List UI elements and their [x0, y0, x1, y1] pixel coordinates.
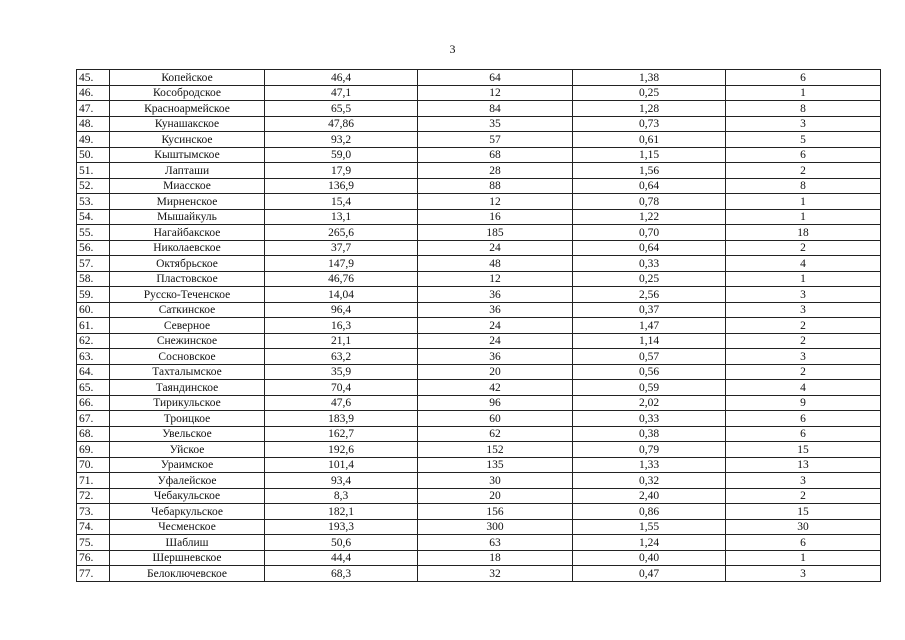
- row-number-cell: 50.: [77, 147, 110, 163]
- district-name-cell: Сосновское: [110, 349, 265, 365]
- value-1-cell: 93,2: [265, 132, 418, 148]
- value-3-cell: 0,56: [573, 364, 726, 380]
- row-number-cell: 75.: [77, 535, 110, 551]
- value-2-cell: 20: [418, 488, 573, 504]
- row-number-cell: 66.: [77, 395, 110, 411]
- row-number-cell: 54.: [77, 209, 110, 225]
- row-number-cell: 63.: [77, 349, 110, 365]
- table-row: [77, 426, 881, 442]
- district-name-cell: Красноармейское: [110, 101, 265, 117]
- value-4-cell: 18: [726, 225, 881, 241]
- district-name-cell: Чесменское: [110, 519, 265, 535]
- value-4-cell: 6: [726, 70, 881, 86]
- table-row: [77, 442, 881, 458]
- table-row: [77, 240, 881, 256]
- value-1-cell: 47,1: [265, 85, 418, 101]
- value-4-cell: 3: [726, 473, 881, 489]
- page-number: 3: [449, 42, 456, 56]
- row-number-cell: 61.: [77, 318, 110, 334]
- district-name-cell: Тирикульское: [110, 395, 265, 411]
- value-1-cell: 17,9: [265, 163, 418, 179]
- table-row: [77, 318, 881, 334]
- value-2-cell: 36: [418, 287, 573, 303]
- value-4-cell: 1: [726, 85, 881, 101]
- row-number-cell: 77.: [77, 566, 110, 582]
- row-number-cell: 60.: [77, 302, 110, 318]
- value-3-cell: 0,73: [573, 116, 726, 132]
- value-2-cell: 88: [418, 178, 573, 194]
- value-3-cell: 2,02: [573, 395, 726, 411]
- value-4-cell: 30: [726, 519, 881, 535]
- value-3-cell: 1,56: [573, 163, 726, 179]
- row-number-cell: 46.: [77, 85, 110, 101]
- row-number-cell: 56.: [77, 240, 110, 256]
- value-1-cell: 15,4: [265, 194, 418, 210]
- district-name-cell: Кунашакское: [110, 116, 265, 132]
- value-1-cell: 44,4: [265, 550, 418, 566]
- table-row: [77, 256, 881, 272]
- value-3-cell: 1,28: [573, 101, 726, 117]
- value-3-cell: 0,40: [573, 550, 726, 566]
- value-2-cell: 16: [418, 209, 573, 225]
- row-number-cell: 55.: [77, 225, 110, 241]
- value-1-cell: 14,04: [265, 287, 418, 303]
- row-number-cell: 57.: [77, 256, 110, 272]
- district-name-cell: Уйское: [110, 442, 265, 458]
- district-name-cell: Троицкое: [110, 411, 265, 427]
- value-2-cell: 185: [418, 225, 573, 241]
- value-3-cell: 0,57: [573, 349, 726, 365]
- table-row: [77, 566, 881, 582]
- table-row: [77, 271, 881, 287]
- value-4-cell: 8: [726, 101, 881, 117]
- district-name-cell: Снежинское: [110, 333, 265, 349]
- value-1-cell: 21,1: [265, 333, 418, 349]
- table-row: [77, 535, 881, 551]
- value-4-cell: 2: [726, 240, 881, 256]
- value-2-cell: 20: [418, 364, 573, 380]
- district-name-cell: Увельское: [110, 426, 265, 442]
- value-4-cell: 8: [726, 178, 881, 194]
- value-1-cell: 96,4: [265, 302, 418, 318]
- value-2-cell: 96: [418, 395, 573, 411]
- value-4-cell: 2: [726, 364, 881, 380]
- value-3-cell: 0,59: [573, 380, 726, 396]
- table-row: [77, 178, 881, 194]
- table-row: [77, 225, 881, 241]
- table-body: [77, 70, 881, 582]
- district-name-cell: Тахталымское: [110, 364, 265, 380]
- value-2-cell: 84: [418, 101, 573, 117]
- district-name-cell: Мирненское: [110, 194, 265, 210]
- value-3-cell: 0,25: [573, 271, 726, 287]
- value-2-cell: 24: [418, 240, 573, 256]
- value-4-cell: 4: [726, 256, 881, 272]
- value-3-cell: 2,56: [573, 287, 726, 303]
- value-3-cell: 1,33: [573, 457, 726, 473]
- table-row: [77, 147, 881, 163]
- table-row: [77, 194, 881, 210]
- value-2-cell: 36: [418, 349, 573, 365]
- value-1-cell: 183,9: [265, 411, 418, 427]
- value-4-cell: 9: [726, 395, 881, 411]
- row-number-cell: 76.: [77, 550, 110, 566]
- value-1-cell: 265,6: [265, 225, 418, 241]
- value-4-cell: 15: [726, 504, 881, 520]
- value-4-cell: 15: [726, 442, 881, 458]
- table-row: [77, 457, 881, 473]
- value-4-cell: 2: [726, 163, 881, 179]
- district-name-cell: Русско-Теченское: [110, 287, 265, 303]
- value-4-cell: 2: [726, 488, 881, 504]
- value-4-cell: 2: [726, 333, 881, 349]
- row-number-cell: 58.: [77, 271, 110, 287]
- row-number-cell: 52.: [77, 178, 110, 194]
- row-number-cell: 49.: [77, 132, 110, 148]
- value-3-cell: 0,47: [573, 566, 726, 582]
- value-3-cell: 0,61: [573, 132, 726, 148]
- table-row: [77, 85, 881, 101]
- value-2-cell: 24: [418, 333, 573, 349]
- row-number-cell: 74.: [77, 519, 110, 535]
- value-4-cell: 4: [726, 380, 881, 396]
- row-number-cell: 65.: [77, 380, 110, 396]
- district-name-cell: Кособродское: [110, 85, 265, 101]
- value-2-cell: 24: [418, 318, 573, 334]
- value-2-cell: 12: [418, 271, 573, 287]
- district-name-cell: Уфалейское: [110, 473, 265, 489]
- row-number-cell: 47.: [77, 101, 110, 117]
- table-row: [77, 550, 881, 566]
- value-1-cell: 8,3: [265, 488, 418, 504]
- value-1-cell: 93,4: [265, 473, 418, 489]
- value-2-cell: 42: [418, 380, 573, 396]
- row-number-cell: 70.: [77, 457, 110, 473]
- table-row: [77, 287, 881, 303]
- table-row: [77, 70, 881, 86]
- value-4-cell: 3: [726, 349, 881, 365]
- value-4-cell: 6: [726, 426, 881, 442]
- value-1-cell: 68,3: [265, 566, 418, 582]
- district-name-cell: Ураимское: [110, 457, 265, 473]
- district-name-cell: Шаблиш: [110, 535, 265, 551]
- row-number-cell: 68.: [77, 426, 110, 442]
- value-1-cell: 35,9: [265, 364, 418, 380]
- table-row: [77, 364, 881, 380]
- row-number-cell: 62.: [77, 333, 110, 349]
- district-name-cell: Октябрьское: [110, 256, 265, 272]
- table-row: [77, 380, 881, 396]
- table-row: [77, 116, 881, 132]
- value-1-cell: 46,4: [265, 70, 418, 86]
- value-1-cell: 65,5: [265, 101, 418, 117]
- value-4-cell: 3: [726, 302, 881, 318]
- value-2-cell: 68: [418, 147, 573, 163]
- value-2-cell: 35: [418, 116, 573, 132]
- value-4-cell: 6: [726, 147, 881, 163]
- table-row: [77, 333, 881, 349]
- value-3-cell: 0,33: [573, 411, 726, 427]
- district-name-cell: Кусинское: [110, 132, 265, 148]
- value-3-cell: 0,32: [573, 473, 726, 489]
- value-3-cell: 0,33: [573, 256, 726, 272]
- row-number-cell: 73.: [77, 504, 110, 520]
- value-4-cell: 1: [726, 271, 881, 287]
- district-name-cell: Пластовское: [110, 271, 265, 287]
- value-3-cell: 1,14: [573, 333, 726, 349]
- table-row: [77, 473, 881, 489]
- table-row: [77, 488, 881, 504]
- value-1-cell: 136,9: [265, 178, 418, 194]
- table-row: [77, 132, 881, 148]
- district-name-cell: Северное: [110, 318, 265, 334]
- district-name-cell: Копейское: [110, 70, 265, 86]
- value-4-cell: 6: [726, 411, 881, 427]
- value-2-cell: 12: [418, 194, 573, 210]
- value-3-cell: 0,38: [573, 426, 726, 442]
- value-1-cell: 193,3: [265, 519, 418, 535]
- district-name-cell: Николаевское: [110, 240, 265, 256]
- table-row: [77, 504, 881, 520]
- district-name-cell: Саткинское: [110, 302, 265, 318]
- value-3-cell: 0,37: [573, 302, 726, 318]
- row-number-cell: 72.: [77, 488, 110, 504]
- value-3-cell: 0,64: [573, 240, 726, 256]
- value-3-cell: 1,24: [573, 535, 726, 551]
- value-1-cell: 50,6: [265, 535, 418, 551]
- value-3-cell: 0,79: [573, 442, 726, 458]
- value-2-cell: 48: [418, 256, 573, 272]
- value-1-cell: 101,4: [265, 457, 418, 473]
- value-2-cell: 64: [418, 70, 573, 86]
- row-number-cell: 51.: [77, 163, 110, 179]
- district-name-cell: Таяндинское: [110, 380, 265, 396]
- value-1-cell: 16,3: [265, 318, 418, 334]
- value-4-cell: 3: [726, 116, 881, 132]
- value-2-cell: 135: [418, 457, 573, 473]
- value-1-cell: 46,76: [265, 271, 418, 287]
- value-4-cell: 1: [726, 550, 881, 566]
- value-3-cell: 0,78: [573, 194, 726, 210]
- value-2-cell: 30: [418, 473, 573, 489]
- value-3-cell: 1,55: [573, 519, 726, 535]
- value-1-cell: 13,1: [265, 209, 418, 225]
- value-2-cell: 60: [418, 411, 573, 427]
- value-2-cell: 36: [418, 302, 573, 318]
- district-name-cell: Шершневское: [110, 550, 265, 566]
- value-1-cell: 147,9: [265, 256, 418, 272]
- row-number-cell: 64.: [77, 364, 110, 380]
- value-2-cell: 28: [418, 163, 573, 179]
- district-name-cell: Кыштымское: [110, 147, 265, 163]
- value-3-cell: 1,47: [573, 318, 726, 334]
- value-3-cell: 0,25: [573, 85, 726, 101]
- value-3-cell: 0,86: [573, 504, 726, 520]
- value-4-cell: 13: [726, 457, 881, 473]
- row-number-cell: 67.: [77, 411, 110, 427]
- value-2-cell: 18: [418, 550, 573, 566]
- value-4-cell: 6: [726, 535, 881, 551]
- value-2-cell: 300: [418, 519, 573, 535]
- district-name-cell: Белоключевское: [110, 566, 265, 582]
- value-1-cell: 192,6: [265, 442, 418, 458]
- value-2-cell: 63: [418, 535, 573, 551]
- row-number-cell: 53.: [77, 194, 110, 210]
- value-4-cell: 2: [726, 318, 881, 334]
- table-row: [77, 395, 881, 411]
- value-1-cell: 182,1: [265, 504, 418, 520]
- value-1-cell: 47,6: [265, 395, 418, 411]
- value-4-cell: 5: [726, 132, 881, 148]
- table-row: [77, 163, 881, 179]
- value-3-cell: 1,15: [573, 147, 726, 163]
- table-row: [77, 349, 881, 365]
- district-name-cell: Миасское: [110, 178, 265, 194]
- value-2-cell: 156: [418, 504, 573, 520]
- value-2-cell: 32: [418, 566, 573, 582]
- row-number-cell: 48.: [77, 116, 110, 132]
- value-2-cell: 12: [418, 85, 573, 101]
- data-table: [76, 69, 881, 582]
- value-4-cell: 1: [726, 194, 881, 210]
- value-2-cell: 62: [418, 426, 573, 442]
- value-1-cell: 162,7: [265, 426, 418, 442]
- row-number-cell: 69.: [77, 442, 110, 458]
- value-1-cell: 63,2: [265, 349, 418, 365]
- row-number-cell: 71.: [77, 473, 110, 489]
- row-number-cell: 59.: [77, 287, 110, 303]
- value-3-cell: 1,38: [573, 70, 726, 86]
- value-1-cell: 37,7: [265, 240, 418, 256]
- value-4-cell: 1: [726, 209, 881, 225]
- table-row: [77, 519, 881, 535]
- value-1-cell: 59,0: [265, 147, 418, 163]
- district-name-cell: Мышайкуль: [110, 209, 265, 225]
- value-1-cell: 70,4: [265, 380, 418, 396]
- value-3-cell: 1,22: [573, 209, 726, 225]
- value-3-cell: 0,64: [573, 178, 726, 194]
- row-number-cell: 45.: [77, 70, 110, 86]
- table-row: [77, 209, 881, 225]
- district-name-cell: Чебакульское: [110, 488, 265, 504]
- table-row: [77, 411, 881, 427]
- district-name-cell: Лапташи: [110, 163, 265, 179]
- value-4-cell: 3: [726, 287, 881, 303]
- district-name-cell: Чебаркульское: [110, 504, 265, 520]
- table-row: [77, 302, 881, 318]
- value-4-cell: 3: [726, 566, 881, 582]
- table-row: [77, 101, 881, 117]
- value-2-cell: 152: [418, 442, 573, 458]
- value-3-cell: 0,70: [573, 225, 726, 241]
- value-3-cell: 2,40: [573, 488, 726, 504]
- value-1-cell: 47,86: [265, 116, 418, 132]
- value-2-cell: 57: [418, 132, 573, 148]
- district-name-cell: Нагайбакское: [110, 225, 265, 241]
